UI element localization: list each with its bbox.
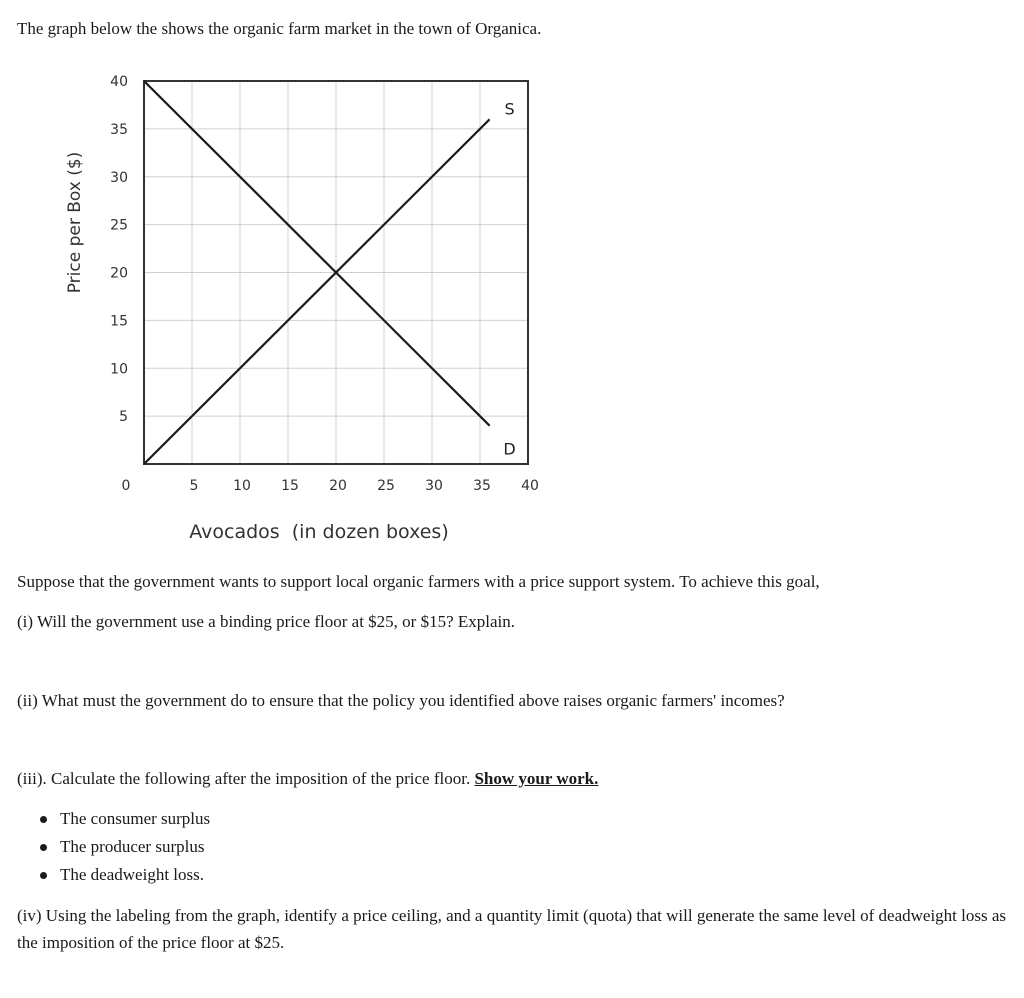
y-tick-label: 25 [110, 217, 128, 234]
x-axis-label: Avocados (in dozen boxes) [189, 521, 449, 543]
question-2: (ii) What must the government do to ensure that the policy you identified above raises organic farmers' incomes? [17, 691, 785, 710]
y-axis-label: Price per Box ($) [65, 151, 85, 294]
question-3-text: (iii). Calculate the following after the imposition of the price floor. [17, 769, 475, 788]
supply-demand-chart [0, 55, 600, 555]
intro-text: The graph below the shows the organic farm market in the town of Organica. [17, 19, 542, 38]
x-tick-label: 20 [329, 478, 347, 494]
list-item-consumer-surplus: The consumer surplus [17, 805, 210, 833]
y-tick-label: 40 [110, 74, 128, 90]
supply-label: S [504, 99, 515, 119]
x-tick-label: 30 [425, 478, 443, 494]
y-tick-label: 20 [110, 265, 128, 282]
calculation-list [17, 805, 210, 889]
y-tick-label: 10 [110, 361, 128, 378]
question-4: (iv) Using the labeling from the graph, identify a price ceiling, and a quantity limit (quota) that will generate the same level of deadweight loss as the imposition of the price floor at $25. [17, 906, 1007, 952]
list-item-producer-surplus: The producer surplus [17, 833, 210, 861]
x-tick-label: 40 [521, 478, 539, 494]
demand-curve [144, 81, 490, 426]
show-your-work-emphasis: Show your work. [474, 769, 599, 788]
demand-label: D [503, 439, 516, 459]
x-tick-label: 10 [233, 478, 251, 494]
series-labels [503, 99, 515, 458]
y-tick-label: 15 [110, 313, 128, 330]
x-tick-label: 35 [473, 478, 491, 494]
x-tick-label: 0 [121, 478, 131, 494]
y-tick-labels [110, 74, 128, 425]
y-tick-label: 30 [110, 169, 128, 186]
x-tick-label: 5 [189, 478, 199, 494]
y-tick-label: 35 [110, 121, 128, 138]
y-tick-label: 5 [119, 409, 128, 426]
list-item-deadweight-loss: The deadweight loss. [17, 861, 210, 889]
question-3 [17, 767, 598, 791]
x-tick-label: 15 [281, 478, 299, 494]
x-tick-labels [122, 478, 539, 494]
supply-curve [144, 119, 490, 464]
question-lead: Suppose that the government wants to support local organic farmers with a price support system. To achieve this goal, [17, 572, 820, 591]
question-1: (i) Will the government use a binding price floor at $25, or $15? Explain. [17, 612, 516, 631]
x-tick-label: 25 [377, 478, 395, 494]
